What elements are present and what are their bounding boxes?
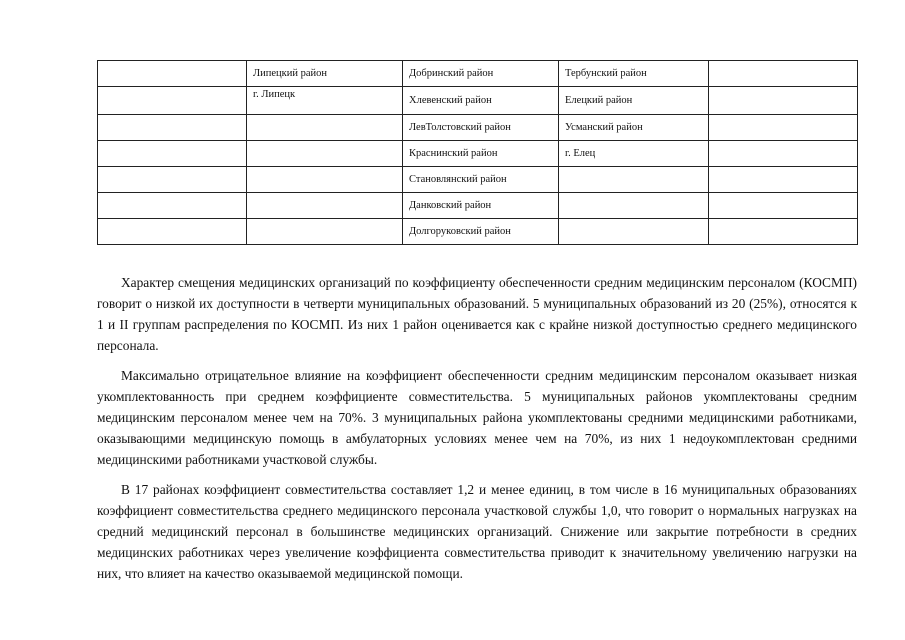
table-cell: г. Липецк xyxy=(247,87,403,115)
table-cell xyxy=(98,193,247,219)
table-cell xyxy=(709,219,858,245)
table-cell: Липецкий район xyxy=(247,61,403,87)
table-row xyxy=(98,87,858,115)
table-cell xyxy=(709,115,858,141)
table-cell: Долгоруковский район xyxy=(403,219,559,245)
table-cell xyxy=(559,193,709,219)
table-cell xyxy=(709,61,858,87)
table-row xyxy=(98,219,858,245)
table-cell xyxy=(247,193,403,219)
table-cell xyxy=(98,61,247,87)
districts-table xyxy=(97,60,858,245)
table-row xyxy=(98,167,858,193)
table-cell xyxy=(247,115,403,141)
table-cell xyxy=(247,167,403,193)
table-row xyxy=(98,141,858,167)
table-cell xyxy=(709,167,858,193)
table-cell: Добринский район xyxy=(403,61,559,87)
table-row xyxy=(98,115,858,141)
table-cell xyxy=(98,87,247,115)
table-cell: Тербунский район xyxy=(559,61,709,87)
table-cell xyxy=(709,87,858,115)
table-cell: Хлевенский район xyxy=(403,87,559,115)
table-cell: Елецкий район xyxy=(559,87,709,115)
body-text xyxy=(97,272,857,593)
table-row xyxy=(98,193,858,219)
table-cell: Становлянский район xyxy=(403,167,559,193)
table-cell: г. Елец xyxy=(559,141,709,167)
table-cell xyxy=(247,141,403,167)
table-row xyxy=(98,61,858,87)
table-cell xyxy=(559,219,709,245)
paragraph: В 17 районах коэффициент совместительства составляет 1,2 и менее единиц, в том числе в 16 муниципальных образованиях коэффициент совместительства среднего медицинского персонала участковой службы 1,0, что говорит о нормальных нагрузках на средний медицинский персонал в большинстве медицинских организаций. Снижение или закрытие потребности в средних медицинских работниках через увеличение коэффициента совместительства приводит к значительному увеличению нагрузки на них, что влияет на качество оказываемой медицинской помощи. xyxy=(97,482,857,581)
table-cell xyxy=(98,219,247,245)
table-cell: ЛевТолстовский район xyxy=(403,115,559,141)
table-cell: Усманский район xyxy=(559,115,709,141)
table-cell xyxy=(247,219,403,245)
table-cell xyxy=(559,167,709,193)
table-cell xyxy=(709,141,858,167)
table-cell xyxy=(98,141,247,167)
table-cell: Данковский район xyxy=(403,193,559,219)
table-cell xyxy=(98,167,247,193)
paragraph: Характер смещения медицинских организаций по коэффициенту обеспеченности средним медицинским персоналом (КОСМП) говорит о низкой их доступности в четверти муниципальных образований. 5 муниципальных образований из 20 (25%), относятся к 1 и II группам распределения по КОСМП. Из них 1 район оценивается как с крайне низкой доступностью среднего медицинского персонала. xyxy=(97,275,857,353)
table-cell xyxy=(98,115,247,141)
paragraph: Максимально отрицательное влияние на коэффициент обеспеченности средним медицинским персоналом оказывает низкая укомплектованность при среднем коэффициенте совместительства. 5 муниципальных районов укомплектованы средним медицинским персоналом менее чем на 70%. 3 муниципальных района укомплектованы средними медицинскими работниками, оказывающими медицинскую помощь в амбулаторных условиях менее чем на 70%, из них 1 недоукомплектован средними медицинскими работниками участковой службы. xyxy=(97,368,857,467)
table-cell xyxy=(709,193,858,219)
table-cell: Краснинский район xyxy=(403,141,559,167)
